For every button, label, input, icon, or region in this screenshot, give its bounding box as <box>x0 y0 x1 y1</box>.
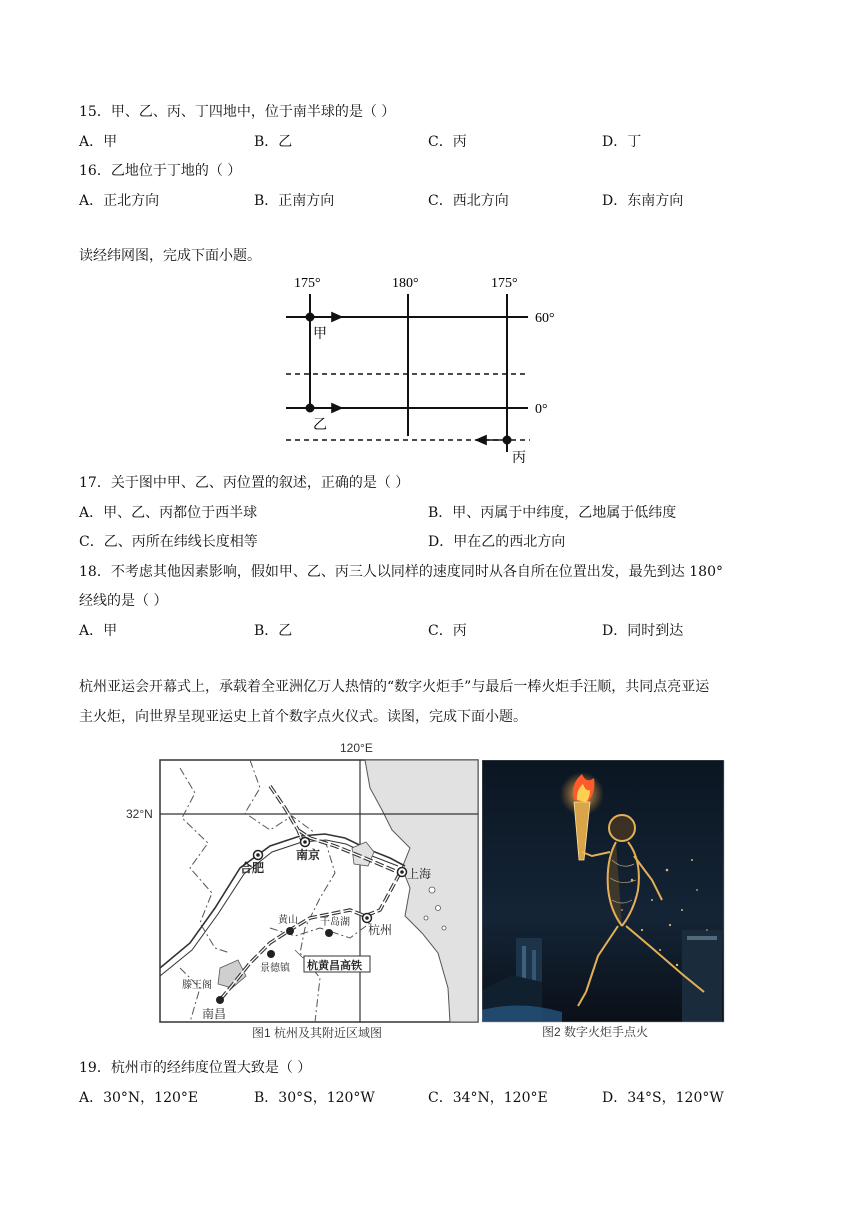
q15-option-d: D．丁 <box>602 134 642 150</box>
digital-torchbearer-figure <box>482 760 726 1044</box>
city-label-hefei: 合肥 <box>240 861 265 875</box>
railway-label: 杭黄昌高铁 <box>307 960 362 972</box>
lat-label-0: 0° <box>535 402 548 417</box>
point-bing <box>503 436 512 445</box>
q16-stem: 16．乙地位于丁地的（ ） <box>79 163 242 179</box>
point-jia <box>306 313 315 322</box>
point-label-bing: 丙 <box>512 451 526 466</box>
q17-option-b: B．甲、丙属于中纬度，乙地属于低纬度 <box>428 505 677 521</box>
lat-lon-grid-figure <box>280 270 570 470</box>
q19-option-d: D．34°S，120°W <box>602 1090 724 1106</box>
q15-stem: 15．甲、乙、丙、丁四地中，位于南半球的是（ ） <box>79 104 396 120</box>
map-lat-label: 32°N <box>126 807 153 821</box>
lat-label-60: 60° <box>535 311 555 326</box>
point-label-yi: 乙 <box>313 418 327 433</box>
point-yi <box>306 404 315 413</box>
city-label-tengwangge: 滕王阁 <box>182 980 212 991</box>
q15-option-b: B．乙 <box>254 134 293 150</box>
intro-grid: 读经纬网图，完成下面小题。 <box>79 248 261 264</box>
q19-option-b: B．30°S，120°W <box>254 1090 375 1106</box>
q17-option-a: A．甲、乙、丙都位于西半球 <box>79 505 258 521</box>
map-caption: 图1 杭州及其附近区域图 <box>252 1026 383 1040</box>
city-label-jingdezhen: 景德镇 <box>260 963 290 974</box>
hangzhou-region-map <box>120 738 482 1044</box>
city-label-shanghai: 上海 <box>407 867 432 881</box>
intro-asian-games-line2: 主火炬，向世界呈现亚运史上首个数字点火仪式。读图，完成下面小题。 <box>79 709 527 725</box>
q16-option-b: B．正南方向 <box>254 193 335 209</box>
q15-option-c: C．丙 <box>428 134 467 150</box>
q19-stem: 19．杭州市的经纬度位置大致是（ ） <box>79 1060 312 1076</box>
q17-option-c: C．乙、丙所在纬线长度相等 <box>79 534 258 550</box>
q18-option-a: A．甲 <box>79 623 118 639</box>
q17-stem: 17．关于图中甲、乙、丙位置的叙述，正确的是（ ） <box>79 475 410 491</box>
city-label-hangzhou: 杭州 <box>368 923 393 937</box>
q17-option-d: D．甲在乙的西北方向 <box>428 534 566 550</box>
point-label-jia: 甲 <box>313 327 327 342</box>
q19-option-c: C．34°N，120°E <box>428 1090 548 1106</box>
lon-label-middle: 180° <box>392 276 419 291</box>
city-label-nanchang: 南昌 <box>202 1007 227 1021</box>
city-label-nanjing: 南京 <box>296 848 321 862</box>
q19-option-a: A．30°N，120°E <box>79 1090 199 1106</box>
photo-caption: 图2 数字火炬手点火 <box>542 1025 649 1039</box>
q15-option-a: A．甲 <box>79 134 118 150</box>
q18-option-d: D．同时到达 <box>602 623 684 639</box>
city-label-qiandaohu: 千岛湖 <box>320 917 350 928</box>
lon-label-right: 175° <box>491 276 518 291</box>
q18-option-b: B．乙 <box>254 623 293 639</box>
intro-asian-games-line1: 杭州亚运会开幕式上，承载着全亚洲亿万人热情的“数字火炬手”与最后一棒火炬手汪顺，共同点亮亚运 <box>79 679 710 695</box>
q16-option-a: A．正北方向 <box>79 193 160 209</box>
q16-option-d: D．东南方向 <box>602 193 684 209</box>
map-lon-label: 120°E <box>340 741 373 755</box>
q16-option-c: C．西北方向 <box>428 193 509 209</box>
lon-label-left: 175° <box>294 276 321 291</box>
city-label-huangshan: 黄山 <box>278 915 298 926</box>
q18-option-c: C．丙 <box>428 623 467 639</box>
q18-stem-line1: 18．不考虑其他因素影响，假如甲、乙、丙三人以同样的速度同时从各自所在位置出发，最先到达 180° <box>79 564 723 580</box>
q18-stem-line2: 经线的是（ ） <box>79 593 168 609</box>
